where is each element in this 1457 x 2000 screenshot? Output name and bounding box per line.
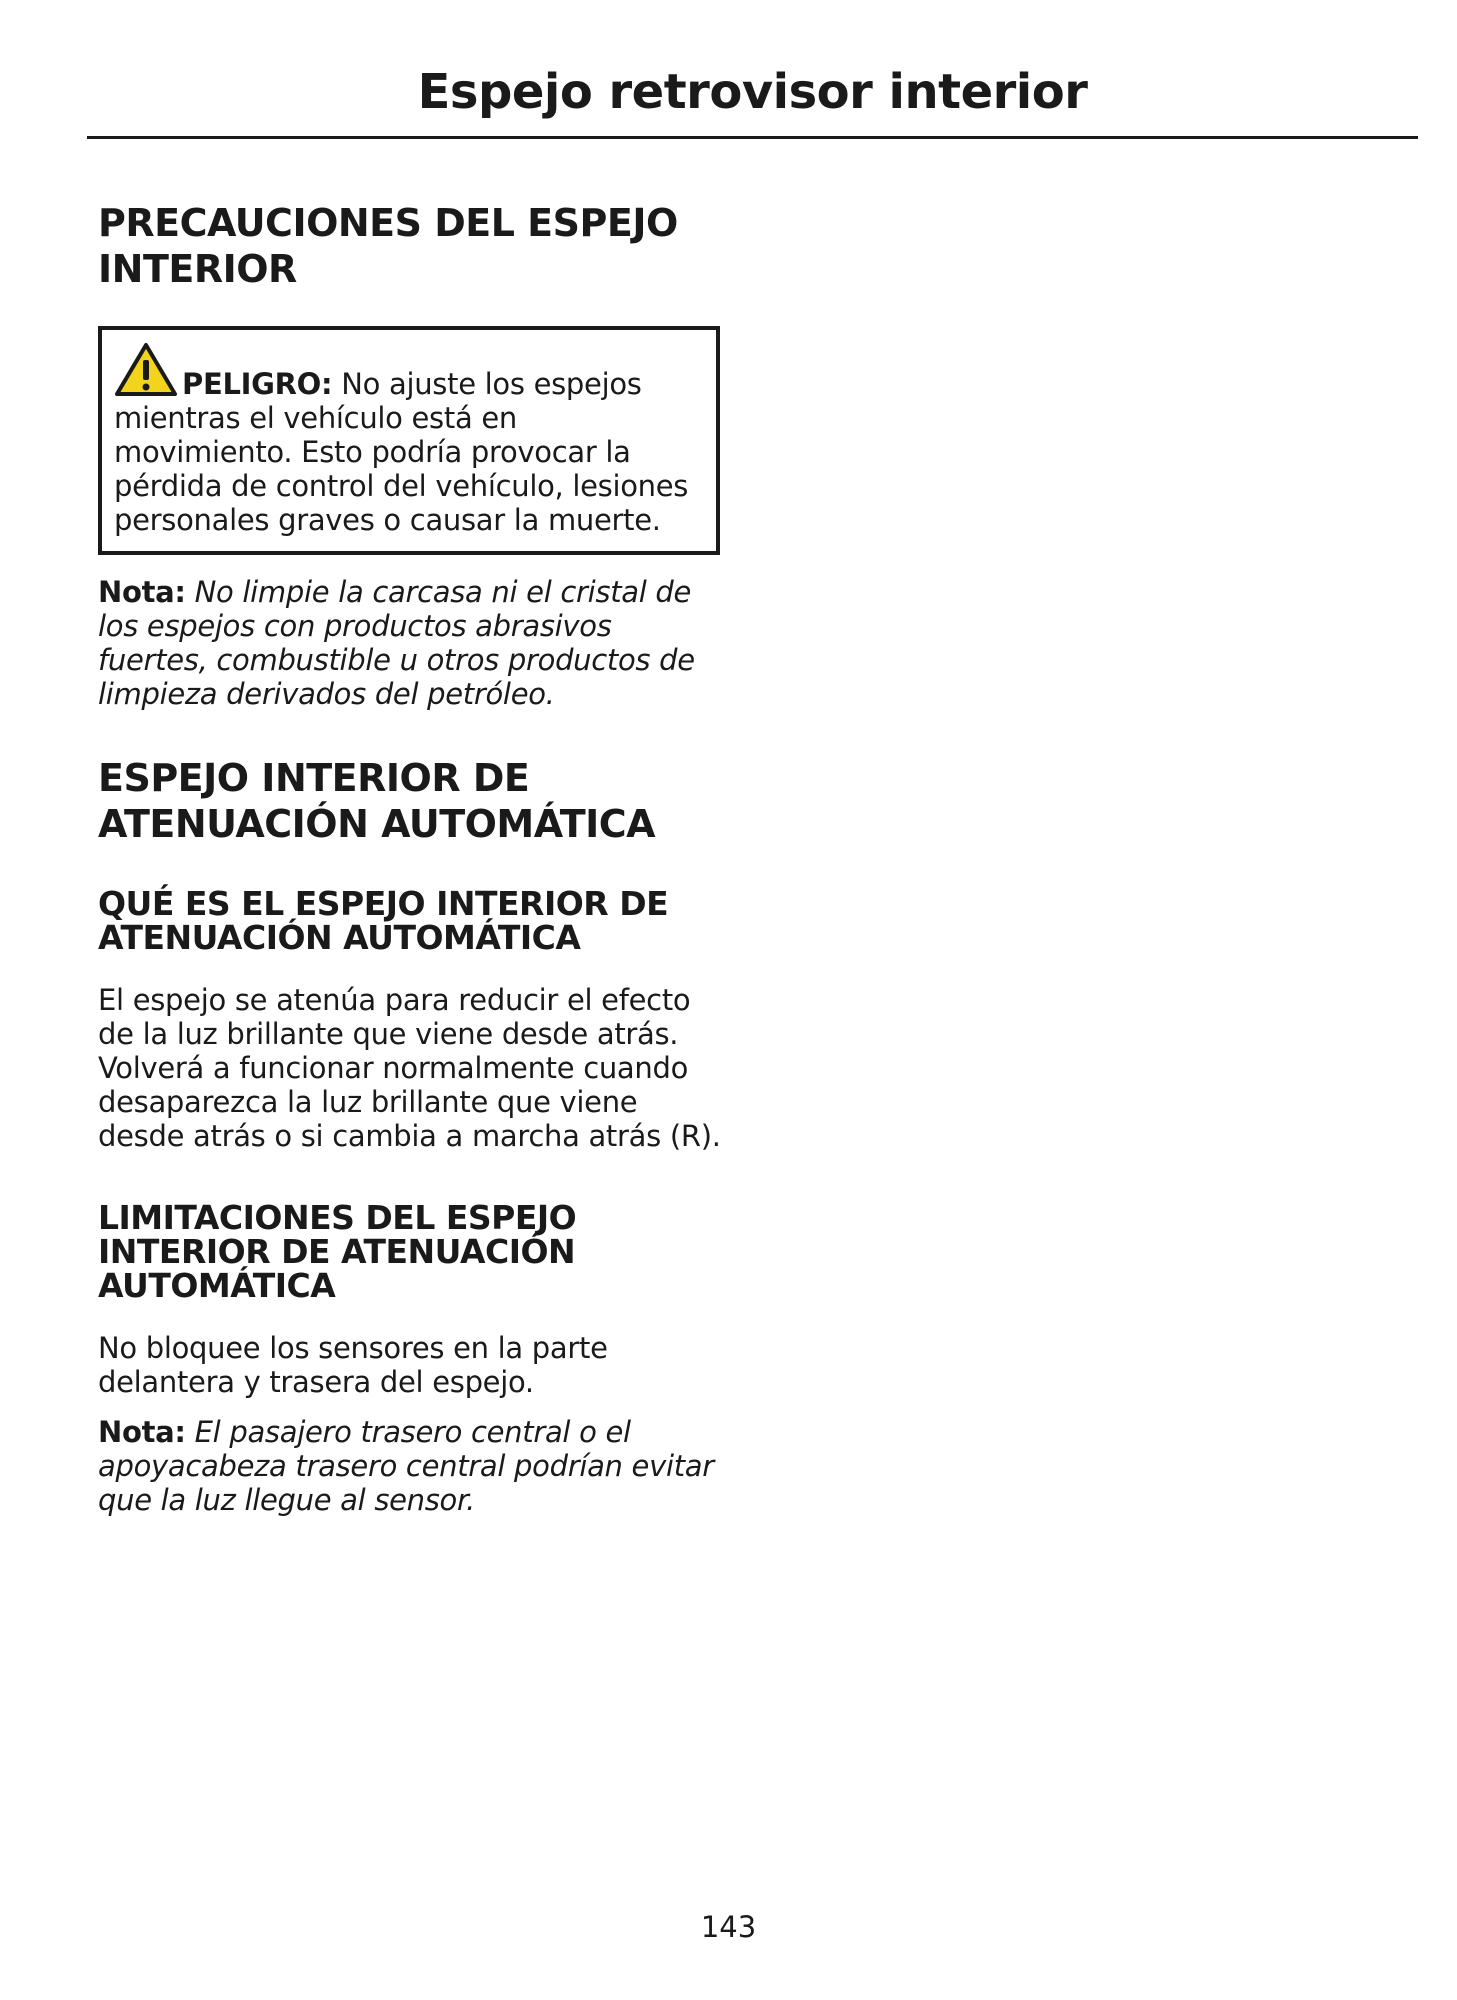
note-label: Nota: <box>98 1415 186 1449</box>
warning-box <box>98 326 720 555</box>
precautions-heading: PRECAUCIONES DEL ESPEJO INTERIOR <box>98 201 678 291</box>
note-label: Nota: <box>98 575 186 609</box>
limitations-heading: LIMITACIONES DEL ESPEJO INTERIOR DE ATENUACIÓN AUTOMÁTICA <box>98 1198 577 1305</box>
auto-dimming-heading: ESPEJO INTERIOR DE ATENUACIÓN AUTOMÁTICA <box>98 756 656 846</box>
note-text: No limpie la carcasa ni el cristal de los espejos con productos abrasivos fuertes, combustible u otros productos de limpieza derivados del petróleo. <box>98 575 695 711</box>
note-text: El pasajero trasero central o el apoyacabeza trasero central podrían evitar que la luz llegue al sensor. <box>98 1415 714 1517</box>
warning-text: No ajuste los espejos mientras el vehículo está en movimiento. Esto podría provocar la pérdida de control del vehículo, lesiones personales graves o causar la muerte. <box>114 367 689 537</box>
what-is-text: El espejo se atenúa para reducir el efecto de la luz brillante que viene desde atrás. Volverá a funcionar normalmente cuando desaparezca la luz brillante que viene desde atrás o si cambia a marcha atrás (R). <box>98 983 721 1153</box>
limitations-note <box>98 1415 728 1517</box>
page-title: Espejo retrovisor interior <box>417 64 1088 120</box>
limitations-text: No bloquee los sensores en la parte delantera y trasera del espejo. <box>98 1331 608 1399</box>
warning-label: PELIGRO: <box>182 367 333 401</box>
content-column <box>98 200 728 1517</box>
title-divider <box>87 136 1418 139</box>
what-is-heading: QUÉ ES EL ESPEJO INTERIOR DE ATENUACIÓN AUTOMÁTICA <box>98 884 669 957</box>
precautions-note <box>98 575 728 711</box>
warning-paragraph <box>114 342 704 537</box>
warning-triangle-icon <box>114 342 178 398</box>
page-number: 143 <box>700 1910 757 1944</box>
